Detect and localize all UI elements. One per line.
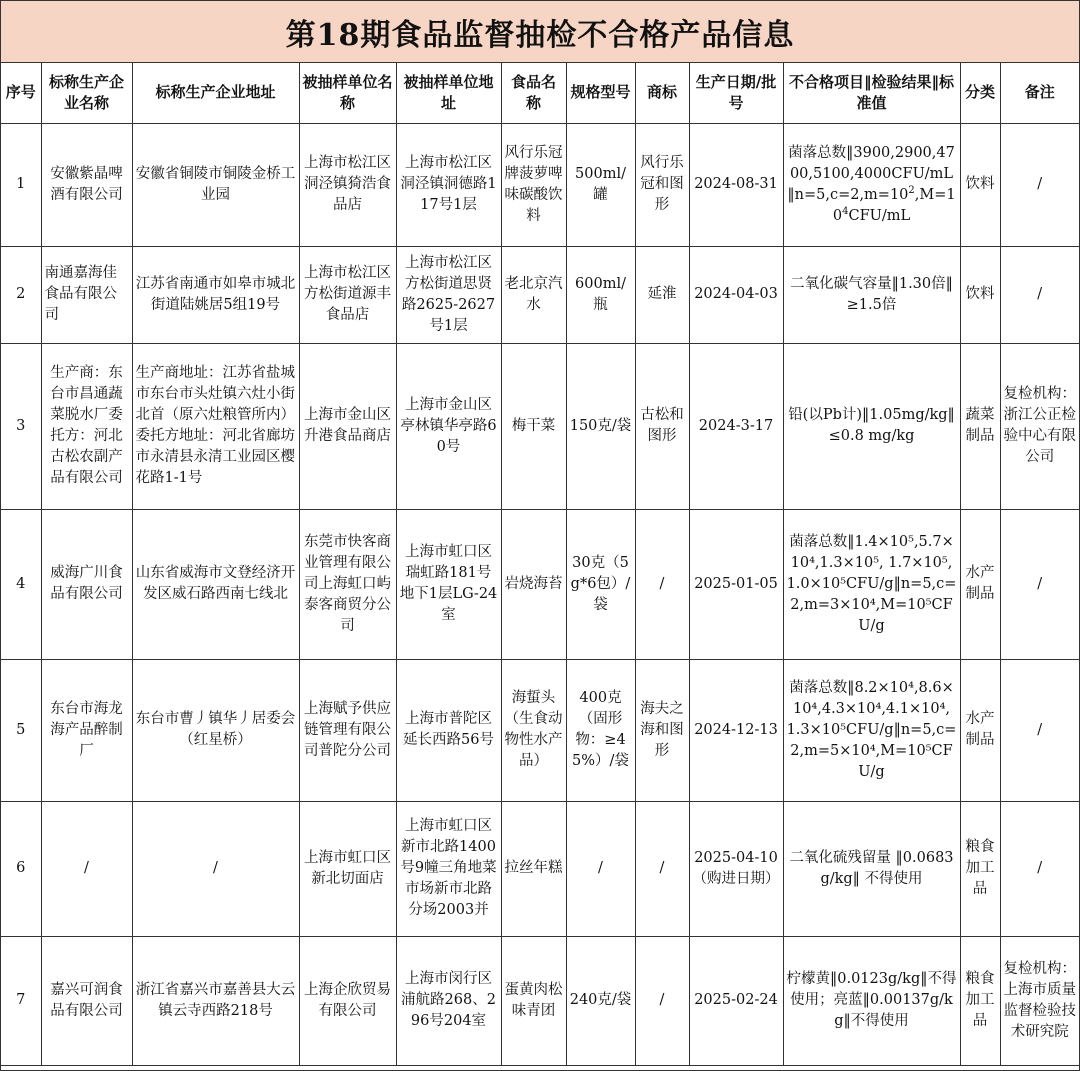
items-exponent-1: 2 (908, 184, 915, 196)
cell-food: 蛋黄肉松味青团 (501, 936, 566, 1065)
cell-no: 5 (1, 659, 41, 801)
items-text-b: ,M=10 (832, 186, 956, 224)
cell-date: 2025-04-10（购进日期） (689, 801, 783, 936)
cell-sampled-addr: 上海市普陀区延长西路56号 (396, 659, 501, 801)
cell-sampled-name: 东莞市快客商业管理有限公司上海虹口屿泰客商贸分公司 (299, 509, 396, 659)
cell-no: 3 (1, 343, 41, 509)
cell-no: 2 (1, 246, 41, 343)
cell-category: 饮料 (960, 123, 1000, 246)
col-header-spec: 规格型号 (566, 63, 635, 123)
cell-mfr-addr: / (132, 801, 299, 936)
cell-category: 水产制品 (960, 509, 1000, 659)
cell-date: 2025-02-24 (689, 936, 783, 1065)
cell-items: 二氧化硫残留量 ‖0.0683g/kg‖ 不得使用 (783, 801, 960, 936)
cell-brand: / (635, 936, 689, 1065)
cell-category: 饮料 (960, 246, 1000, 343)
cell-items: 柠檬黄‖0.0123g/kg‖不得使用；亮蓝‖0.00137g/kg‖不得使用 (783, 936, 960, 1065)
cell-remark: / (1000, 659, 1079, 801)
cell-sampled-addr: 上海市闵行区浦航路268、296号204室 (396, 936, 501, 1065)
cell-mfr-name: 东台市海龙海产品醉制厂 (41, 659, 132, 801)
cell-no: 1 (1, 123, 41, 246)
col-header-sampled-addr: 被抽样单位地址 (396, 63, 501, 123)
col-header-date: 生产日期/批号 (689, 63, 783, 123)
col-header-brand: 商标 (635, 63, 689, 123)
cell-mfr-addr: 江苏省南通市如皋市城北街道陆姚居5组19号 (132, 246, 299, 343)
cell-remark: 复检机构：浙江公正检验中心有限公司 (1000, 343, 1079, 509)
cell-spec: 400克（固形物：≥45%）/袋 (566, 659, 635, 801)
cell-no: 6 (1, 801, 41, 936)
cell-food: 梅干菜 (501, 343, 566, 509)
col-header-food: 食品名称 (501, 63, 566, 123)
cell-sampled-name: 上海赋予供应链管理有限公司普陀分公司 (299, 659, 396, 801)
page-title: 第18期食品监督抽检不合格产品信息 (1, 1, 1079, 63)
cell-items: 二氧化碳气容量‖1.30倍‖≥1.5倍 (783, 246, 960, 343)
cell-sampled-name: 上海市金山区升港食品商店 (299, 343, 396, 509)
cell-food: 风行乐冠牌菠萝啤味碳酸饮料 (501, 123, 566, 246)
cell-no: 7 (1, 936, 41, 1065)
col-header-mfr-name: 标称生产企业名称 (41, 63, 132, 123)
cell-spec: 150克/袋 (566, 343, 635, 509)
cell-date: 2024-04-03 (689, 246, 783, 343)
cell-spec: 500ml/罐 (566, 123, 635, 246)
cell-mfr-name: / (41, 801, 132, 936)
cell-sampled-name: 上海市虹口区新北切面店 (299, 801, 396, 936)
table-row (1, 123, 1079, 246)
cell-mfr-name: 威海广川食品有限公司 (41, 509, 132, 659)
col-header-category: 分类 (960, 63, 1000, 123)
table-row (1, 509, 1079, 659)
cell-mfr-addr: 浙江省嘉兴市嘉善县大云镇云寺西路218号 (132, 936, 299, 1065)
cell-brand: 延淮 (635, 246, 689, 343)
cell-sampled-name: 上海市松江区方松街道源丰食品店 (299, 246, 396, 343)
cell-brand: / (635, 509, 689, 659)
cell-category: 粮食加工品 (960, 936, 1000, 1065)
table-row (1, 936, 1079, 1065)
cell-mfr-addr: 山东省威海市文登经济开发区威石路西南七线北 (132, 509, 299, 659)
cell-spec: 240克/袋 (566, 936, 635, 1065)
cell-category: 蔬菜制品 (960, 343, 1000, 509)
cell-sampled-addr: 上海市松江区方松街道思贤路2625-2627号1层 (396, 246, 501, 343)
cell-sampled-addr: 上海市虹口区新市北路1400号9幢三角地菜市场新市北路分场2003并 (396, 801, 501, 936)
table-row (1, 246, 1079, 343)
cell-items (783, 123, 960, 246)
cell-mfr-name: 南通嘉海佳食品有限公司 (41, 246, 132, 343)
cell-food: 老北京汽水 (501, 246, 566, 343)
cell-remark: / (1000, 509, 1079, 659)
items-text-c: CFU/mL (848, 207, 911, 224)
table-row (1, 801, 1079, 936)
cell-brand: 海夫之海和图形 (635, 659, 689, 801)
header-row (1, 63, 1079, 123)
cell-sampled-addr: 上海市松江区洞泾镇洞德路117号1层 (396, 123, 501, 246)
cell-sampled-addr: 上海市虹口区瑞虹路181号地下1层LG-24室 (396, 509, 501, 659)
table-row (1, 343, 1079, 509)
items-text-a: 菌落总数‖3900,2900,4700,5100,4000CFU/mL‖n=5,c=2,m=10 (787, 144, 955, 203)
cell-category: 粮食加工品 (960, 801, 1000, 936)
cell-remark: 复检机构：上海市质量监督检验技术研究院 (1000, 936, 1079, 1065)
col-header-sampled-name: 被抽样单位名称 (299, 63, 396, 123)
cell-remark: / (1000, 801, 1079, 936)
cell-remark: / (1000, 246, 1079, 343)
cell-mfr-addr: 东台市曹丿镇华丿居委会（红星桥） (132, 659, 299, 801)
cell-date: 2024-3-17 (689, 343, 783, 509)
cell-food: 拉丝年糕 (501, 801, 566, 936)
items-exponent-2: 4 (842, 205, 849, 217)
col-header-items: 不合格项目‖检验结果‖标准值 (783, 63, 960, 123)
cell-mfr-name: 安徽紫晶啤酒有限公司 (41, 123, 132, 246)
cell-spec: / (566, 801, 635, 936)
cell-brand: / (635, 801, 689, 936)
cell-items: 菌落总数‖8.2×10⁴,8.6×10⁴,4.3×10⁴,4.1×10⁴,1.3×10⁵CFU/g‖n=5,c=2,m=5×10⁴,M=10⁵CFU/g (783, 659, 960, 801)
cell-remark: / (1000, 123, 1079, 246)
results-table (1, 63, 1079, 1066)
cell-mfr-name: 生产商：东台市昌通蔬菜脱水厂委托方：河北古松农副产品有限公司 (41, 343, 132, 509)
cell-sampled-name: 上海市松江区洞泾镇猗浩食品店 (299, 123, 396, 246)
cell-spec: 30克（5g*6包）/袋 (566, 509, 635, 659)
cell-mfr-name: 嘉兴可润食品有限公司 (41, 936, 132, 1065)
cell-mfr-addr: 生产商地址：江苏省盐城市东台市头灶镇六灶小街北首（原六灶粮管所内）委托方地址：河北省廊坊市永清县永清工业园区樱花路1-1号 (132, 343, 299, 509)
cell-no: 4 (1, 509, 41, 659)
cell-date: 2025-01-05 (689, 509, 783, 659)
cell-mfr-addr: 安徽省铜陵市铜陵金桥工业园 (132, 123, 299, 246)
cell-brand: 风行乐冠和图形 (635, 123, 689, 246)
cell-sampled-name: 上海企欣贸易有限公司 (299, 936, 396, 1065)
cell-spec: 600ml/瓶 (566, 246, 635, 343)
cell-items: 菌落总数‖1.4×10⁵,5.7×10⁴,1.3×10⁵, 1.7×10⁵,1.0×10⁵CFU/g‖n=5,c=2,m=3×10⁴,M=10⁵CFU/g (783, 509, 960, 659)
cell-food: 海蜇头（生食动物性水产品） (501, 659, 566, 801)
col-header-remark: 备注 (1000, 63, 1079, 123)
table-row (1, 659, 1079, 801)
cell-food: 岩烧海苔 (501, 509, 566, 659)
cell-category: 水产制品 (960, 659, 1000, 801)
cell-items: 铅(以Pb计)‖1.05mg/kg‖≤0.8 mg/kg (783, 343, 960, 509)
col-header-no: 序号 (1, 63, 41, 123)
col-header-mfr-addr: 标称生产企业地址 (132, 63, 299, 123)
cell-sampled-addr: 上海市金山区亭林镇华亭路60号 (396, 343, 501, 509)
cell-date: 2024-12-13 (689, 659, 783, 801)
cell-brand: 古松和图形 (635, 343, 689, 509)
cell-date: 2024-08-31 (689, 123, 783, 246)
